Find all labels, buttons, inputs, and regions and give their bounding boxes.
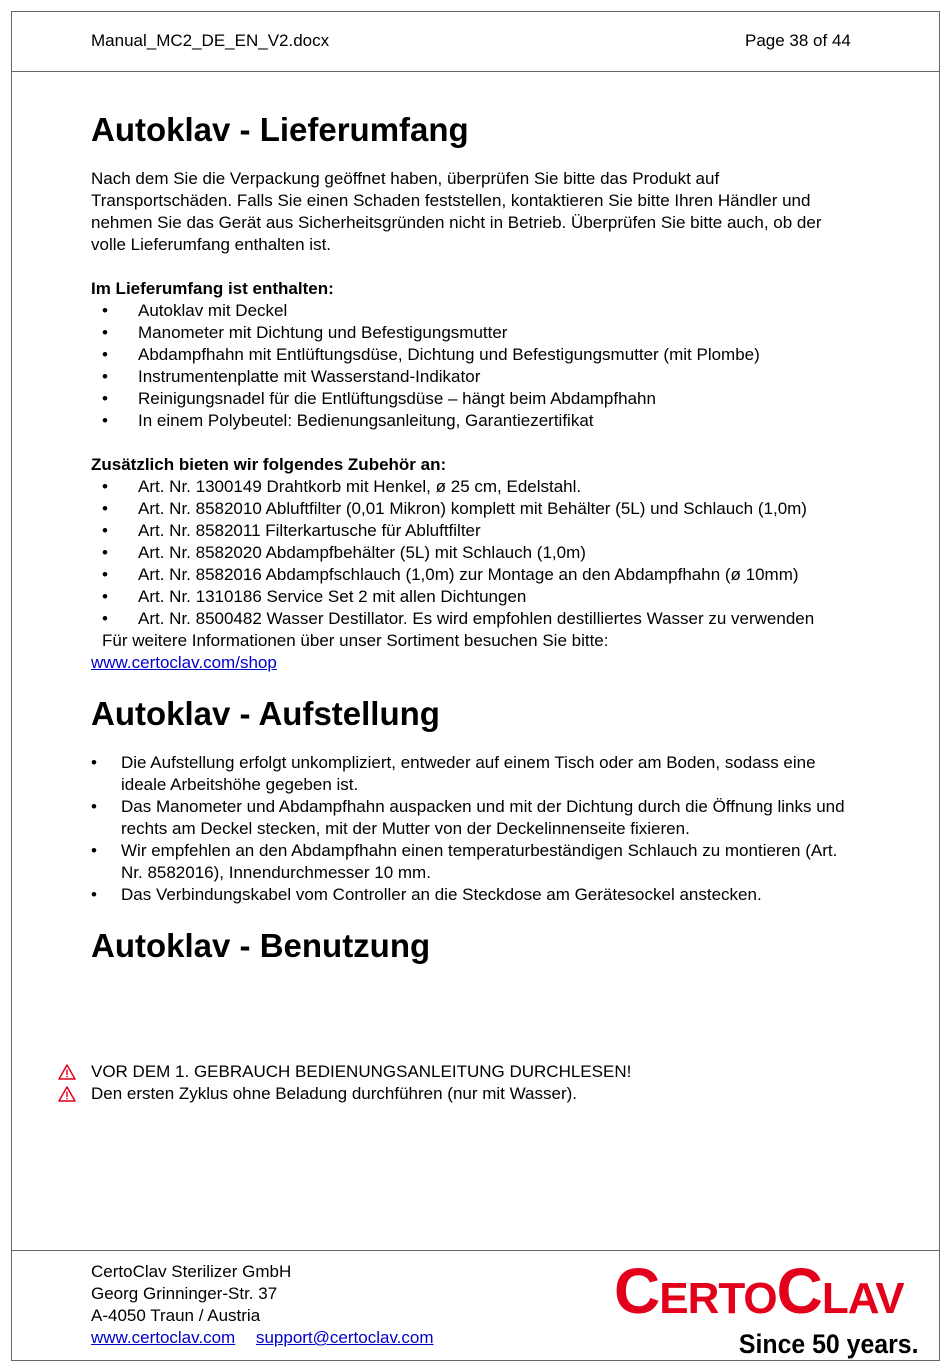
certoclav-logo xyxy=(614,1255,924,1359)
warning-item xyxy=(58,1083,631,1105)
city-address: A-4050 Traun / Austria xyxy=(91,1306,261,1325)
list-item: • Die Aufstellung erfolgt unkompliziert, entweder auf einem Tisch oder am Boden, sodass eine ideale Arbeitshöhe gegeben ist. xyxy=(91,752,861,796)
list-item: • Abdampfhahn mit Entlüftungsdüse, Dichtung und Befestigungsmutter (mit Plombe) xyxy=(91,344,861,366)
section-title-benutzung: Autoklav - Benutzung xyxy=(91,927,431,964)
street-address: Georg Grinninger-Str. 37 xyxy=(91,1284,278,1303)
accessories-heading: Zusätzlich bieten wir folgendes Zubehör an: xyxy=(91,455,447,474)
list-item: • Autoklav mit Deckel xyxy=(91,300,861,322)
website-link[interactable]: www.certoclav.com xyxy=(91,1328,236,1347)
warning-text: Den ersten Zyklus ohne Beladung durchführen (nur mit Wasser). xyxy=(91,1084,577,1103)
list-item: • Art. Nr. 8582011 Filterkartusche für Abluftfilter xyxy=(91,520,861,542)
header-divider xyxy=(11,71,940,72)
list-item: • Manometer mit Dichtung und Befestigungsmutter xyxy=(91,322,861,344)
list-item: • Instrumentenplatte mit Wasserstand-Indikator xyxy=(91,366,861,388)
included-heading: Im Lieferumfang ist enthalten: xyxy=(91,279,334,298)
logo-slogan: Since 50 years. xyxy=(738,1329,919,1359)
list-item: • Art. Nr. 8582010 Abluftfilter (0,01 Mikron) komplett mit Behälter (5L) und Schlauch (1,0m) xyxy=(91,498,861,520)
list-item: • Reinigungsnadel für die Entlüftungsdüse – hängt beim Abdampfhahn xyxy=(91,388,861,410)
warning-text: VOR DEM 1. GEBRAUCH BEDIENUNGSANLEITUNG DURCHLESEN! xyxy=(91,1062,632,1081)
warning-list xyxy=(58,1061,631,1105)
more-info-text: Für weitere Informationen über unser Sortiment besuchen Sie bitte: xyxy=(102,631,609,650)
list-item: • Wir empfehlen an den Abdampfhahn einen temperaturbeständigen Schlauch zu montieren (Art. Nr. 8582016), Innendurchmesser 10 mm. xyxy=(91,840,861,884)
shop-link[interactable]: www.certoclav.com/shop xyxy=(91,653,277,672)
main-content xyxy=(91,110,861,966)
page-number: Page 38 of 44 xyxy=(745,31,851,50)
included-list xyxy=(91,300,861,432)
footer-links xyxy=(91,1327,450,1349)
warning-triangle-icon xyxy=(58,1064,91,1080)
warning-item xyxy=(58,1061,631,1083)
logo-wordmark: CERTOCLAV xyxy=(614,1255,904,1327)
footer-address xyxy=(91,1261,450,1349)
list-item: • Art. Nr. 8500482 Wasser Destillator. Es wird empfohlen destilliertes Wasser zu verwenden xyxy=(91,608,861,630)
list-item: • Das Verbindungskabel vom Controller an die Steckdose am Gerätesockel anstecken. xyxy=(91,884,861,906)
list-item: • Art. Nr. 1300149 Drahtkorb mit Henkel, ø 25 cm, Edelstahl. xyxy=(91,476,861,498)
setup-list xyxy=(91,752,861,906)
list-item: • Art. Nr. 1310186 Service Set 2 mit allen Dichtungen xyxy=(91,586,861,608)
warning-triangle-icon xyxy=(58,1086,91,1102)
list-item: • Das Manometer und Abdampfhahn auspacken und mit der Dichtung durch die Öffnung links und rechts am Deckel stecken, mit der Mutter von der Deckelinnenseite fixieren. xyxy=(91,796,861,840)
section-title-lieferumfang: Autoklav - Lieferumfang xyxy=(91,111,469,148)
company-name: CertoClav Sterilizer GmbH xyxy=(91,1262,292,1281)
email-link[interactable]: support@certoclav.com xyxy=(255,1328,434,1347)
accessories-list xyxy=(91,476,861,630)
section-title-aufstellung: Autoklav - Aufstellung xyxy=(91,695,440,732)
footer-divider xyxy=(11,1250,940,1251)
list-item: • In einem Polybeutel: Bedienungsanleitung, Garantiezertifikat xyxy=(91,410,861,432)
list-item: • Art. Nr. 8582016 Abdampfschlauch (1,0m) zur Montage an den Abdampfhahn (ø 10mm) xyxy=(91,564,861,586)
document-filename: Manual_MC2_DE_EN_V2.docx xyxy=(91,31,330,50)
intro-paragraph: Nach dem Sie die Verpackung geöffnet haben, überprüfen Sie bitte das Produkt auf Transportschäden. Falls Sie einen Schaden feststellen, kontaktieren Sie bitte Ihren Händler und nehmen Sie das Gerät aus Sicherheitsgründen nicht in Betrieb. Überprüfen Sie bitte auch, ob der volle Lieferumfang enthalten ist. xyxy=(91,169,822,254)
list-item: • Art. Nr. 8582020 Abdampfbehälter (5L) mit Schlauch (1,0m) xyxy=(91,542,861,564)
